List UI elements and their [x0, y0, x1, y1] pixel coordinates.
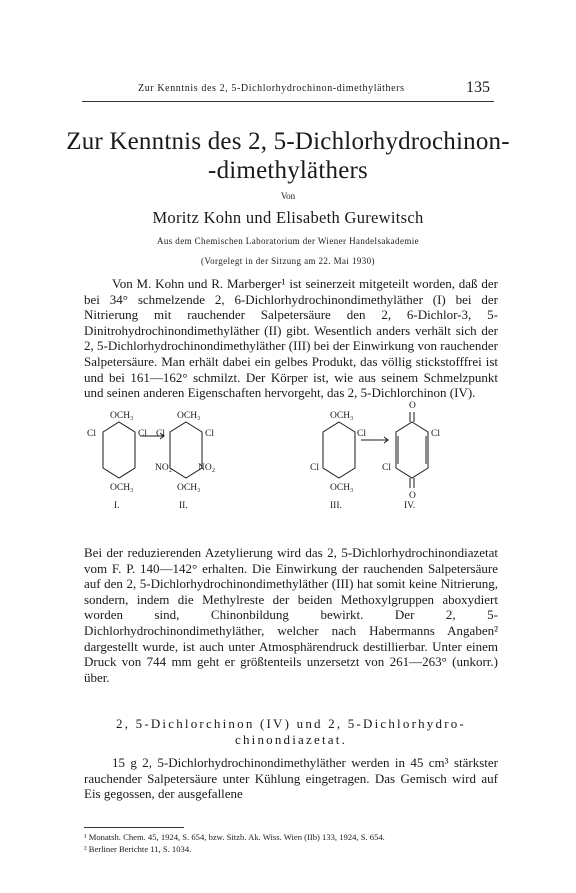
label-i: I. [114, 501, 120, 511]
cl-right-ii: Cl [205, 429, 214, 439]
affiliation: Aus dem Chemischen Laboratorium der Wiener Handelsakademie [156, 236, 420, 246]
paragraph-2: Bei der reduzierenden Azetylierung wird das 2, 5-Dichlorhydrochinondiazetat vom F. P. 140—142° erhalten. Die Einwirkung der rauchenden Salpetersäure auf den 2, 5-Dichlorhydrochinondimethyläther (III) hat somit keine Nitrierung, sondern, indem die Methylreste der beiden Methoxylgruppen aboxydiert worden sind, Chinonbildung bewirkt. Der 2, 5-Dichlorhydrochinondimethyläther, welcher nach Habermanns Angaben² dargestellt wurde, ist auch unter Atmosphärendruck destillierbar. Unter einem Druck von 744 mm geht er größtenteils unzersetzt von 261—263° (unkorr.) über. [84, 545, 498, 685]
running-title: Zur Kenntnis des 2, 5-Dichlorhydrochinon-dimethyläthers [138, 83, 405, 94]
running-head [82, 80, 494, 100]
structures-svg [84, 396, 498, 536]
ring-iii [323, 422, 355, 478]
submission-note: (Vorgelegt in der Sitzung am 22. Mai 1930) [201, 256, 375, 266]
cl-right-i: Cl [138, 429, 147, 439]
section-heading-line-2: chinondiazetat. [234, 732, 348, 747]
section-heading [84, 716, 498, 748]
label-iv: IV. [404, 501, 416, 511]
o-bottom-iv: O [409, 491, 416, 501]
chemical-structures-figure [84, 396, 498, 536]
cl-left-ii: Cl [156, 429, 165, 439]
och3-bottom-iii: OCH₃ [330, 483, 354, 493]
title-line-2: -dimethyläthers [208, 157, 368, 184]
och3-bottom-i: OCH₃ [110, 483, 134, 493]
no2-right-ii: NO₂ [198, 463, 216, 473]
cl-left-iii: Cl [310, 463, 319, 473]
footnotes [84, 832, 498, 855]
o-top-iv: O [409, 401, 416, 411]
label-iii: III. [330, 501, 342, 511]
och3-top-iii: OCH₃ [330, 411, 354, 421]
article-title [60, 127, 516, 185]
title-line-1: Zur Kenntnis des 2, 5-Dichlorhydrochinon- [66, 128, 510, 155]
footnote-1: ¹ Monatsh. Chem. 45, 1924, S. 654, bzw. Sitzb. Ak. Wiss. Wien (IIb) 133, 1924, S. 654. [84, 832, 385, 842]
section-heading-line-1: 2, 5-Dichlorchinon (IV) und 2, 5-Dichlorhydro- [116, 716, 466, 731]
label-ii: II. [179, 501, 188, 511]
footnote-rule [84, 827, 184, 828]
page-number: 135 [466, 79, 490, 96]
ring-iv [396, 422, 428, 478]
cl-left-iv: Cl [382, 463, 391, 473]
paragraph-1: Von M. Kohn und R. Marberger¹ ist seinerzeit mitgeteilt worden, daß der bei 34° schmelzende 2, 6-Dichlorhydrochinondimethyläther (I) bei der Nitrierung mit rauchender Salpetersäure den 2, 6-Dichlor-3, 5-Dinitrohydrochinondimethyläther (II) gibt. Wesentlich anders verhält sich der 2, 5-Dichlorhydrochinondimethyläther (III) bei der Einwirkung von rauchender Salpetersäure. Man erhält dabei ein gelbes Produkt, das völlig stickstofffrei ist und bei 161—162° schmilzt. Der Körper ist, wie aus seinem Schmelzpunkt und seinen anderen Eigenschaften hervorgeht, das 2, 5-Dichlorchinon (IV). [84, 276, 498, 401]
header-rule [82, 101, 494, 102]
ring-i [103, 422, 135, 478]
no2-left-ii: NO₂ [155, 463, 173, 473]
och3-top-ii: OCH₃ [177, 411, 201, 421]
cl-left-i: Cl [87, 429, 96, 439]
authors: Moritz Kohn und Elisabeth Gurewitsch [152, 208, 424, 227]
byline-von: Von [280, 191, 296, 201]
och3-top-i: OCH₃ [110, 411, 134, 421]
cl-right-iii: Cl [357, 429, 366, 439]
och3-bottom-ii: OCH₃ [177, 483, 201, 493]
paragraph-3: 15 g 2, 5-Dichlorhydrochinondimethyläther werden in 45 cm³ stärkster rauchender Salpetersäure unter Kühlung eingetragen. Das Gemisch wird auf Eis gegossen, der ausgefallene [84, 755, 498, 802]
footnote-2: ² Berliner Berichte 11, S. 1034. [84, 843, 192, 854]
cl-right-iv: Cl [431, 429, 440, 439]
